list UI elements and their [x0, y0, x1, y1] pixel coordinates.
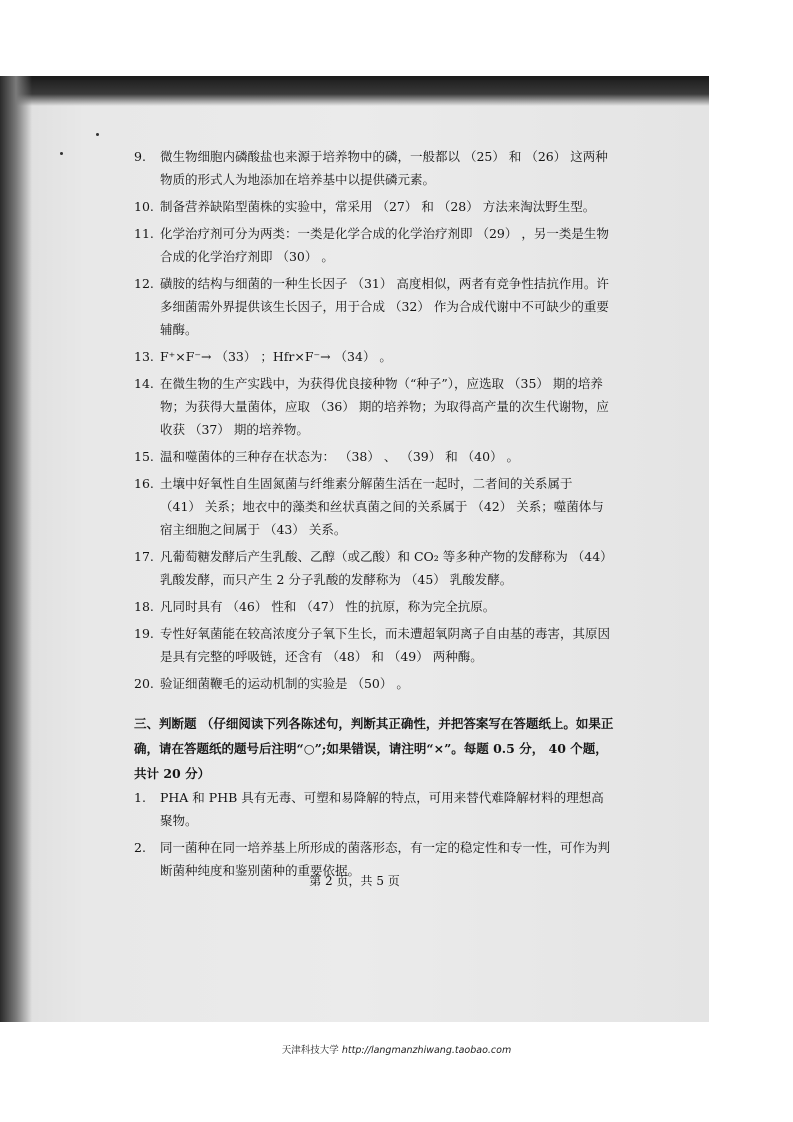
- question-number: 2.: [134, 840, 146, 855]
- question-text: PHA 和 PHB 具有无毒、可塑和易降解的特点，可用来替代难降解材料的理想高聚物。: [160, 790, 604, 828]
- question-number: 1.: [134, 790, 146, 805]
- question-item: [134, 445, 614, 468]
- question-item: [134, 672, 614, 695]
- section-3-heading: 三、判断题 （仔细阅读下列各陈述句，判断其正确性，并把答案写在答题纸上。如果正确，请在答题纸的题号后注明“○”;如果错误，请注明“×”。每题 0.5 分， 40 个题，共计 20 分）: [134, 716, 614, 781]
- question-text: 同一菌种在同一培养基上所形成的菌落形态，有一定的稳定性和专一性，可作为判断菌种纯度和鉴别菌种的重要依据。: [160, 840, 611, 878]
- question-item: [134, 145, 614, 191]
- question-text: 温和噬菌体的三种存在状态为： （38） 、 （39） 和 （40） 。: [160, 449, 520, 464]
- fill-in-questions: [134, 145, 614, 695]
- question-text: 制备营养缺陷型菌株的实验中，常采用 （27） 和 （28） 方法来淘汰野生型。: [160, 199, 596, 214]
- question-text: 凡同时具有 （46） 性和 （47） 性的抗原，称为完全抗原。: [160, 599, 496, 614]
- scan-shadow-top: [0, 76, 709, 106]
- question-text: 磺胺的结构与细菌的一种生长因子 （31） 高度相似，两者有竞争性拮抗作用。许多细菌需外界提供该生长因子，用于合成 （32） 作为合成代谢中不可缺少的重要辅酶。: [160, 276, 609, 337]
- question-number: 11.: [134, 226, 154, 241]
- true-false-questions: [134, 786, 614, 882]
- question-item: [134, 622, 614, 668]
- question-item: [134, 595, 614, 618]
- question-item: [134, 372, 614, 441]
- question-item: [134, 272, 614, 341]
- question-number: 12.: [134, 276, 154, 291]
- question-text: 凡葡萄糖发酵后产生乳酸、乙醇（或乙酸）和 CO₂ 等多种产物的发酵称为 （44） 乳酸发酵，而只产生 2 分子乳酸的发酵称为 （45） 乳酸发酵。: [160, 549, 613, 587]
- question-number: 9.: [134, 149, 146, 164]
- question-text: 验证细菌鞭毛的运动机制的实验是 （50） 。: [160, 676, 409, 691]
- question-number: 16.: [134, 476, 154, 491]
- footer-school: 天津科技大学: [281, 1045, 339, 1056]
- question-item: [134, 222, 614, 268]
- question-number: 13.: [134, 349, 154, 364]
- footer-url: http://langmanzhiwang.taobao.com: [341, 1045, 512, 1056]
- question-text: 化学治疗剂可分为两类：一类是化学合成的化学治疗剂即 （29） ，另一类是生物合成的化学治疗剂即 （30） 。: [160, 226, 609, 264]
- question-number: 17.: [134, 549, 154, 564]
- question-number: 20.: [134, 676, 154, 691]
- question-text: 微生物细胞内磷酸盐也来源于培养物中的磷，一般都以 （25） 和 （26） 这两种物质的形式人为地添加在培养基中以提供磷元素。: [160, 149, 608, 187]
- question-text: 专性好氧菌能在较高浓度分子氧下生长，而未遭超氧阴离子自由基的毒害，其原因是具有完整的呼吸链，还含有 （48） 和 （49） 两种酶。: [160, 626, 611, 664]
- question-number: 15.: [134, 449, 154, 464]
- page-footer: [0, 1042, 793, 1056]
- exam-content: [134, 145, 614, 886]
- question-item: [134, 545, 614, 591]
- question-item: [134, 345, 614, 368]
- question-number: 14.: [134, 376, 154, 391]
- scan-speck: [60, 152, 63, 155]
- question-item: [134, 195, 614, 218]
- question-text: 在微生物的生产实践中，为获得优良接种物（“种子”），应选取 （35） 期的培养物；为获得大量菌体，应取 （36） 期的培养物；为取得高产量的次生代谢物，应收获 （37） 期的培养物。: [160, 376, 609, 437]
- page-number: 第 2 页，共 5 页: [309, 874, 400, 888]
- scan-speck: [96, 133, 99, 136]
- question-text: 土壤中好氧性自生固氮菌与纤维素分解菌生活在一起时，二者间的关系属于 （41） 关系；地衣中的藻类和丝状真菌之间的关系属于 （42） 关系；噬菌体与宿主细胞之间属于 （43） 关系。: [160, 476, 604, 537]
- question-number: 10.: [134, 199, 154, 214]
- question-item: [134, 786, 614, 832]
- question-text: F⁺×F⁻→ （33） ；Hfr×F⁻→ （34） 。: [160, 349, 392, 364]
- question-number: 18.: [134, 599, 154, 614]
- question-number: 19.: [134, 626, 154, 641]
- question-item: [134, 472, 614, 541]
